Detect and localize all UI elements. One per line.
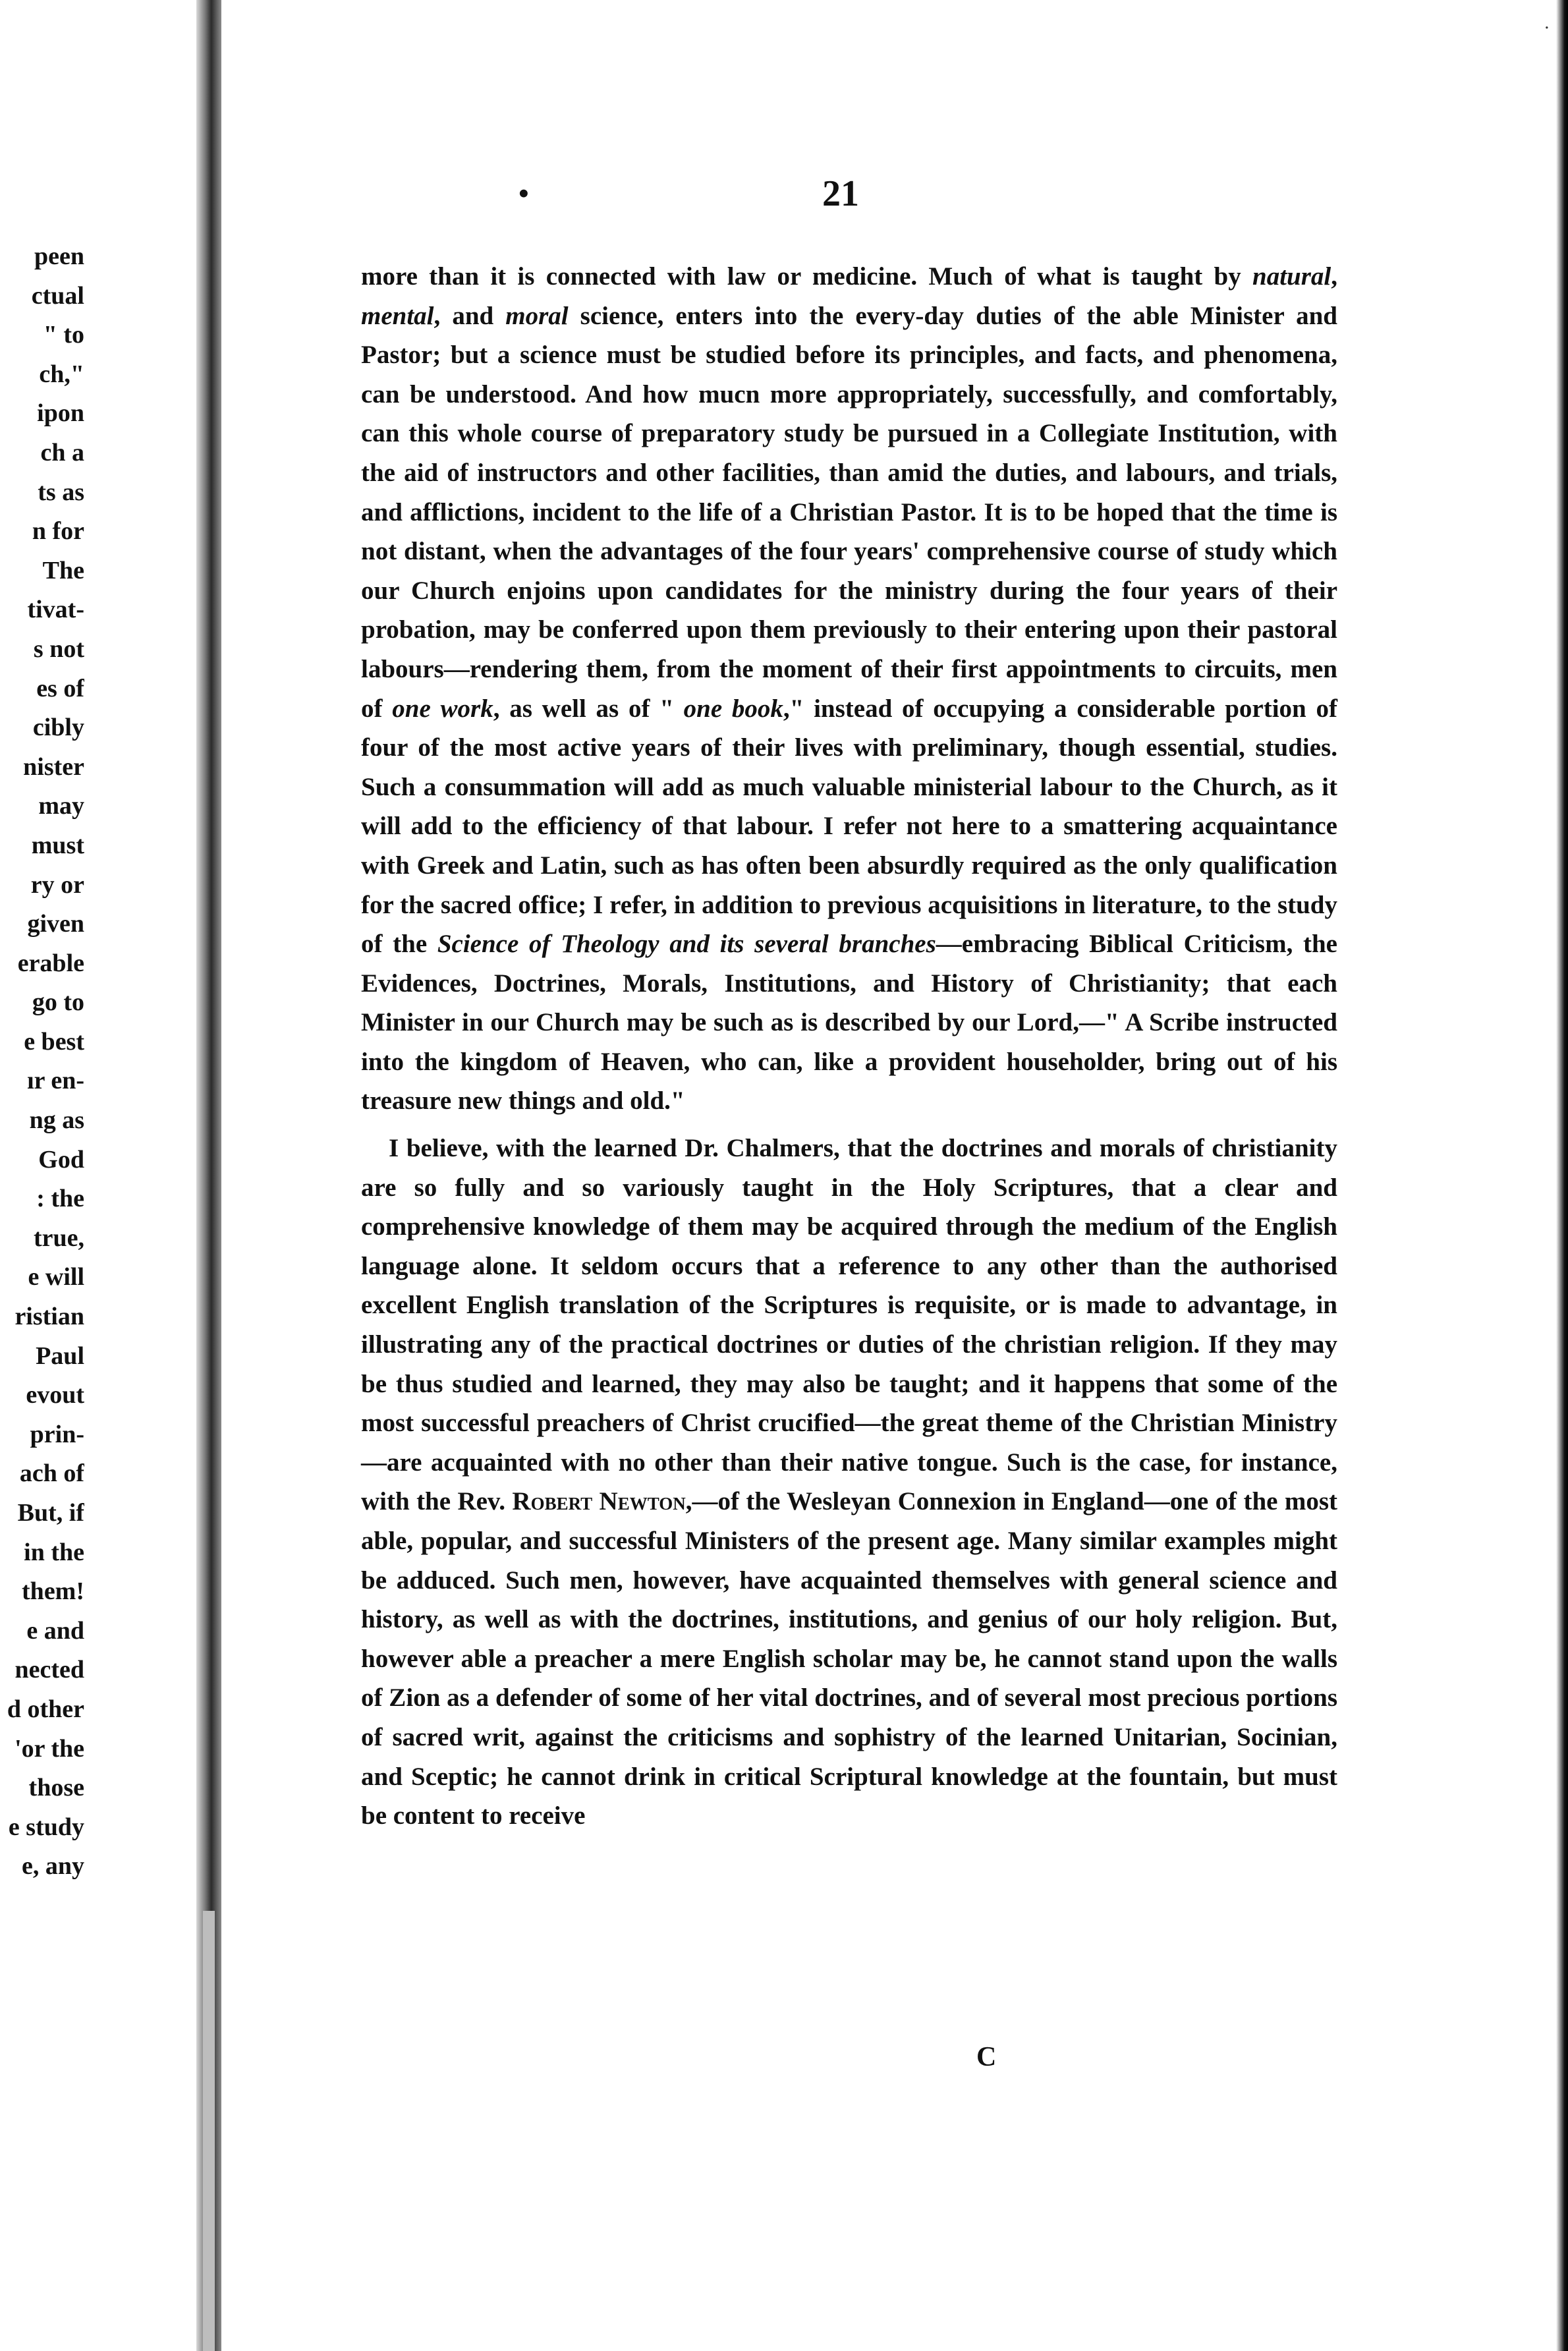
left-page-fragment: 'or the (14, 1734, 84, 1763)
left-page-fragment: nected (14, 1656, 84, 1684)
left-page-fragment: peen (34, 242, 84, 270)
left-page-fragment: may (38, 792, 84, 820)
corner-mark: · (1544, 18, 1550, 38)
left-page-fragment: ch," (39, 360, 84, 388)
left-page-fragment: erable (17, 949, 84, 977)
left-page-fragment: those (28, 1774, 84, 1802)
left-page-fragment: nister (23, 752, 84, 781)
left-page-fragment: God (38, 1145, 84, 1174)
left-page-fragment: es of (36, 674, 84, 702)
left-page-fragment: them! (22, 1577, 84, 1606)
left-page-fragment: ach of (19, 1459, 84, 1488)
left-page-fragment: " to (43, 321, 84, 349)
left-page-fragment: d other (7, 1695, 84, 1723)
left-page-fragment: ry or (30, 870, 84, 899)
page-body-text (361, 257, 1337, 1836)
left-page-fragment: n for (32, 517, 84, 546)
left-page-fragment: cibly (32, 714, 84, 742)
paragraph-2: I believe, with the learned Dr. Chalmers, that the doctrines and morals of christianity are so fully and so variously taught in the Holy Scriptures, that a clear and comprehensive knowledge of them may be acquired through the medium of the English language alone. It seldom occurs that a reference to any other than the authorised excellent English translation of the Scriptures is requisite, or is made to advantage, in illustrating any of the practical doctrines or duties of the christian religion. If they may be thus studied and learned, they may also be taught; and it happens that some of the most successful preachers of Christ crucified—the great theme of the Christian Ministry—are acquainted with no other than their native tongue. Such is the case, for instance, with the Rev. Robert Newton,—of the Wesleyan Connexion in England—one of the most able, popular, and successful Ministers of the present age. Many similar examples might be adduced. Such men, however, have acquainted themselves with general science and history, as well as with the doctrines, institutions, and genius of our holy religion. But, however able a preacher a mere English scholar may be, he cannot stand upon the walls of Zion as a defender of some of her vital doctrines, and of several most precious portions of sacred writ, against the criticisms and sophistry of the learned Unitarian, Socinian, and Sceptic; he cannot drink in critical Scriptural knowledge at the fountain, but must be content to receive (361, 1134, 1337, 1830)
signature-mark: C (976, 2042, 997, 2072)
left-page-fragment: Paul (36, 1342, 84, 1370)
left-page-fragment: e will (28, 1263, 84, 1291)
page-dot-mark: • (517, 181, 531, 208)
left-page-fragment: ts as (38, 478, 84, 506)
left-page-fragment: ch a (40, 438, 84, 467)
left-page-fragment: prin- (30, 1420, 84, 1448)
left-page-fragment: e, any (22, 1852, 84, 1881)
left-page-fragment: : the (36, 1185, 84, 1213)
left-page-fragment: ctual (31, 281, 84, 310)
book-spine-lower (203, 1911, 215, 2351)
left-page-fragment: tivat- (27, 596, 84, 624)
left-page-fragment: in the (24, 1538, 84, 1566)
left-page-fragment: given (27, 910, 84, 938)
left-page-fragment: e study (8, 1813, 84, 1841)
left-page-fragment: But, if (17, 1499, 84, 1527)
left-page-fragment: e and (26, 1616, 84, 1645)
left-page-fragment: evout (26, 1381, 84, 1409)
left-page-fragment: true, (33, 1224, 84, 1252)
left-page-fragments (0, 237, 84, 1886)
left-page-fragment: go to (32, 988, 84, 1017)
page-right-edge (1556, 0, 1568, 2351)
left-page-fragment: ır en- (27, 1067, 84, 1095)
page-number: 21 (822, 173, 859, 214)
paragraph-1: more than it is connected with law or medicine. Much of what is taught by natural, mental, and moral science, enters into the every-day duties of the able Minister and Pastor; but a science must be studied before its principles, and facts, and phenomena, can be understood. And how mucn more appropriately, successfully, and comfortably, can this whole course of preparatory study be pursued in a Collegiate Institution, with the aid of instructors and other facilities, than amid the duties, and labours, and trials, and afflictions, incident to the life of a Christian Pastor. It is to be hoped that the time is not distant, when the advantages of the four years' comprehensive course of study which our Church enjoins upon candidates for the ministry during the four years of their probation, may be conferred upon them previously to their entering upon their pastoral labours—rendering them, from the moment of their first appointments to circuits, men of one work, as well as of " one book," instead of occupying a considerable portion of four of the most active years of their lives with preliminary, though essential, studies. Such a consummation will add as much valuable ministerial labour to the Church, as it will add to the efficiency of that labour. I refer not here to a smattering acquaintance with Greek and Latin, such as has often been absurdly required as the only qualification for the sacred office; I refer, in addition to previous acquisitions in literature, to the study of the Science of Theology and its several branches—embracing Biblical Criticism, the Evidences, Doctrines, Morals, Institutions, and History of Christianity; that each Minister in our Church may be such as is described by our Lord,—" A Scribe instructed into the kingdom of Heaven, who can, like a provident householder, bring out of his treasure new things and old." (361, 262, 1337, 1116)
left-page-fragment: must (31, 831, 84, 859)
left-page-fragment: ristian (14, 1303, 84, 1331)
left-page-fragment: s not (33, 635, 84, 663)
left-page-fragment: ipon (37, 399, 84, 428)
left-page-fragment: The (42, 556, 84, 584)
left-page-fragment: e best (24, 1027, 84, 1056)
left-page-fragment: ng as (29, 1106, 84, 1135)
